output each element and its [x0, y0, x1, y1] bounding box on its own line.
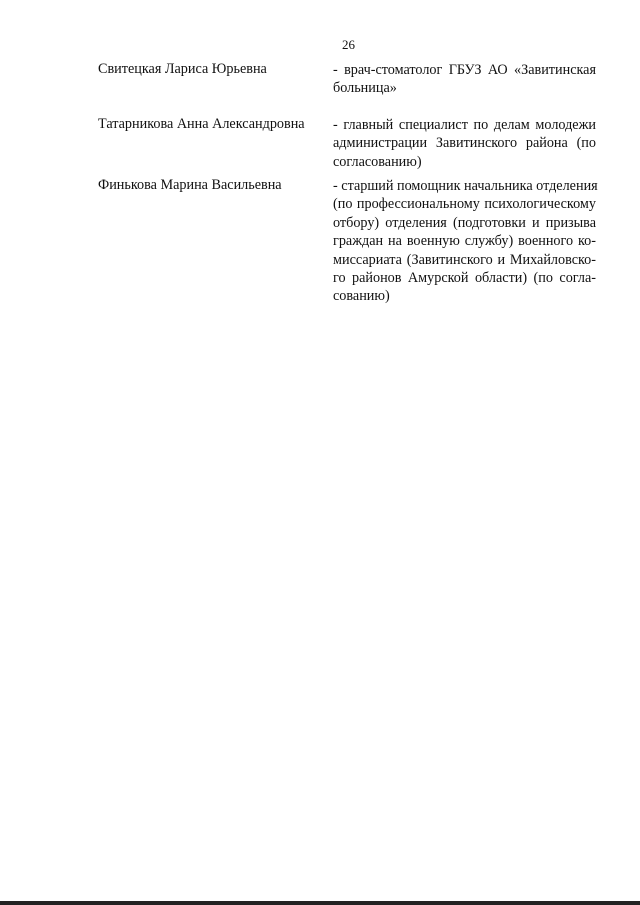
- position-line: администрации Завитинского района (по: [333, 135, 596, 152]
- position-line: сованию): [333, 288, 390, 305]
- member-position: [333, 177, 596, 306]
- position-line: отбору) отделения (подготовки и призыва: [333, 214, 596, 231]
- member-name: Финькова Марина Васильевна: [98, 177, 282, 193]
- position-line: - главный специалист по делам молодежи: [333, 117, 596, 133]
- member-name: Свитецкая Лариса Юрьевна: [98, 61, 267, 77]
- position-line: согласованию): [333, 153, 422, 170]
- position-line: (по профессиональному психологическому: [333, 196, 596, 213]
- page-number: 26: [342, 37, 355, 52]
- position-line: го районов Амурской области) (по согла-: [333, 269, 596, 286]
- member-position: [333, 61, 596, 98]
- scan-edge: [0, 901, 640, 905]
- position-line: больница»: [333, 80, 397, 97]
- member-position: [333, 116, 596, 171]
- member-name: Татарникова Анна Александровна: [98, 116, 305, 132]
- position-line: - старший помощник начальника отделения: [333, 178, 598, 194]
- position-line: граждан на военную службу) военного ко-: [333, 233, 596, 250]
- position-line: - врач-стоматолог ГБУЗ АО «Завитинская: [333, 62, 596, 78]
- position-line: миссариата (Завитинского и Михайловско-: [333, 251, 596, 268]
